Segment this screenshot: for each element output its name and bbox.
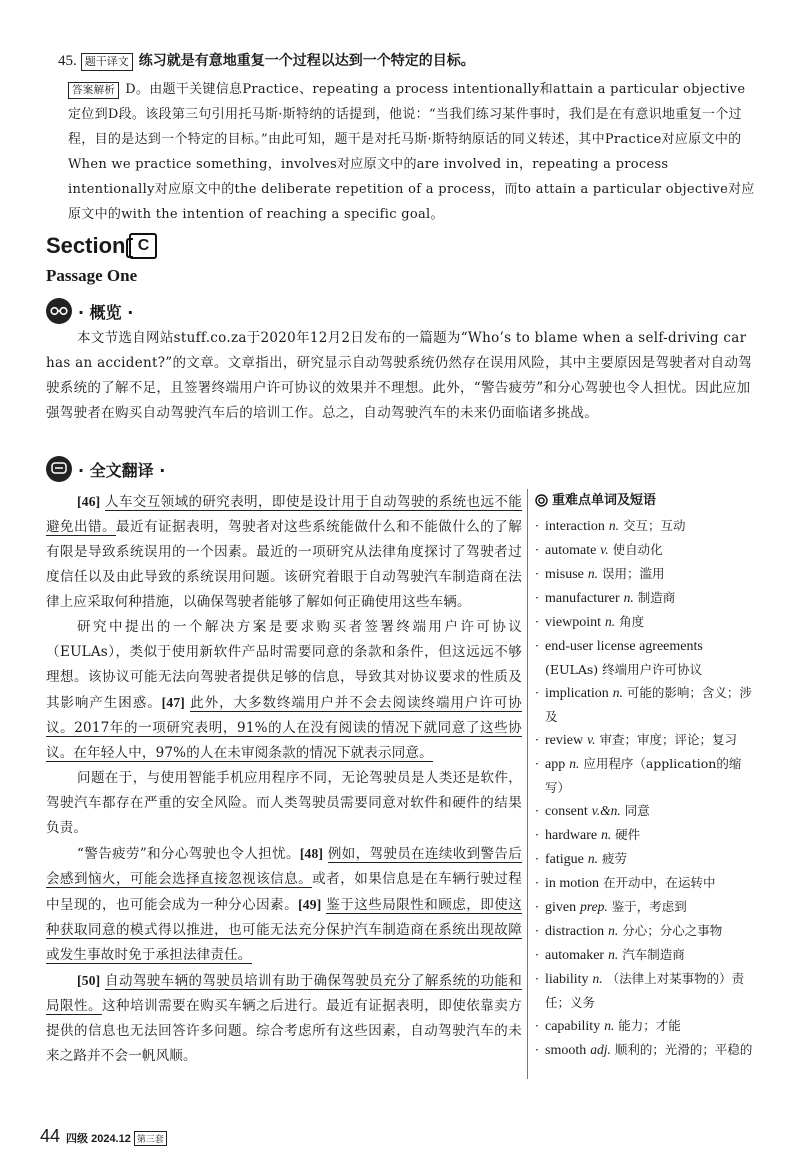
vocab-definition: 应用程序（application的缩写） [545,756,742,795]
bullet-icon: · [535,566,539,581]
vocab-word: interaction [545,519,605,534]
vocab-pos: v. [587,732,596,747]
vocab-word: automate [545,543,597,558]
overview-heading [46,298,133,324]
vocab-item [535,752,755,799]
issue-tag: 第三套 [134,1131,167,1146]
vocab-item [535,943,755,967]
bullet-icon: · [535,971,539,986]
vocab-definition: 角度 [619,614,645,629]
paragraph-5-rest: 这种培训需要在购买车辆之后进行。最近有证据表明，即使依靠卖方提供的信息也无法回答许多问题。综合考虑所有这些因素，自动驾驶汽车的未来之路并不会一帆风顺。 [46,998,522,1064]
translation-tag: 题干译文 [81,53,133,71]
bullet-icon: · [535,756,539,771]
chat-bubble-icon [46,456,72,482]
bullet-icon: · [535,947,539,962]
vocab-pos: v.&n. [591,803,621,818]
vocab-definition: 顺利的；光滑的；平稳的 [614,1042,753,1057]
paragraph-4-mid: 或者，如果信息是在车辆行驶过程中呈现的，也可能会成为一种分心因素。 [46,871,522,913]
vocab-pos: n. [608,518,619,533]
vocabulary-heading [535,489,755,512]
answer-underline-48: 例如，驾驶员在连续收到警告后会感到恼火，可能会选择直接忽视该信息。 [46,846,522,887]
vocab-item [535,610,755,634]
vocab-word: distraction [545,924,605,939]
vocab-definition: 能力；才能 [618,1018,681,1033]
paragraph-4-pre: “警告疲劳”和分心驾驶也令人担忧。 [77,846,300,862]
bullet-icon: · [535,899,539,914]
analysis-text: D。由题干关键信息Practice、repeating a process intentionally和attain a particular objective定位到D段。该段第三句引用托马斯·斯特纳的话提到，他说：“当我们练习某件事时，我们是在有意识地重复一个过程，目的是达到一个特定的目标。”由此可知，题干是对托马斯·斯特纳原话的同义转述，其中Practice对应原文中的When we practice something，involves对应原文中的are involved in，repeating a process intentionally对应原文中的the deliberate repetition of a process，而to attain a particular objective对应原文中的with the intention of reaching a specific goal。 [68,82,755,222]
column-divider [527,489,528,1079]
section-letter: C [137,237,150,254]
vocab-definition: 鉴于，考虑到 [611,899,687,914]
vocab-pos: n. [604,614,616,629]
paragraph-4 [46,841,522,968]
vocabulary-title: 重难点单词及短语 [552,493,657,508]
question-ref-48: [48] [299,846,324,861]
target-icon [535,494,548,507]
page-footer [40,1126,167,1147]
question-ref-47: [47] [161,695,185,710]
vocab-word: fatigue [545,852,584,867]
vocab-definition: （法律上对某事物的）责任；义务 [545,971,745,1010]
vocab-item [535,967,755,1014]
vocab-definition: 分心；分心之事物 [622,923,723,938]
vocab-item [535,562,755,586]
vocab-pos: n. [569,756,580,771]
translation-title: · 全文翻译 · [78,460,166,480]
bullet-icon: · [535,827,539,842]
vocab-word: capability [545,1019,601,1034]
vocab-pos: n. [587,851,598,866]
question-ref-49: [49] [298,897,322,912]
paragraph-3: 问题在于，与使用智能手机应用程序不同，无论驾驶员是人类还是软件，驾驶汽车都存在严重的安全风险。而人类驾驶员需要同意对软件和硬件的结果负责。 [46,770,522,836]
answer-underline-47: 此外，大多数终端用户并不会去阅读终端用户许可协议。2017年的一项研究表明，91%的人在没有阅读的情况下就同意了这些协议。在年轻人中，97%的人在未审阅条款的情况下就表示同意。 [46,695,522,761]
vocab-pos: n. [592,971,603,986]
vocab-word: manufacturer [545,591,620,606]
vocab-definition: 汽车制造商 [622,947,685,962]
vocab-item [535,728,755,752]
issue-label: 四级 2024.12 [66,1133,131,1145]
vocab-item [535,1014,755,1038]
bullet-icon: · [535,732,539,747]
vocab-definition: (EULAs) 终端用户许可协议 [545,662,703,677]
vocab-definition: 同意 [624,803,650,818]
vocab-pos: v. [600,542,609,557]
section-title: Section [46,233,126,258]
section-letter-box [129,233,157,259]
vocab-word: viewpoint [545,615,601,630]
vocab-item [535,799,755,823]
translation-heading [46,456,165,482]
vocab-word: in motion [545,876,600,891]
vocab-word: implication [545,686,609,701]
overview-title: · 概览 · [78,302,134,322]
overview-text: 本文节选自网站stuff.co.za于2020年12月2日发布的一篇题为“Who’s to blame when a self-driving car has an accident?”的文章。文章指出，研究显示自动驾驶系统仍然存在误用风险，其中主要原因是驾驶者对自动驾驶系统的了解不足，且签署终端用户许可协议的效果并不理想。此外，“警告疲劳”和分心驾驶也令人担忧。因此应加强驾驶者在购买自动驾驶汽车后的培训工作。总之，自动驾驶汽车的未来仍面临诸多挑战。 [46,330,753,421]
passage-title: Passage One [46,266,138,285]
bullet-icon: · [535,542,539,557]
vocab-word: automaker [545,948,605,963]
vocab-item [535,681,755,728]
answer-underline-49: 鉴于这些局限性和顾虑，即使这种获取同意的模式得以推进，也可能无法充分保护汽车制造商在系统出现故障或发生事故时免于承担法律责任。 [46,897,522,963]
paragraph-5 [46,968,522,1069]
vocab-item [535,586,755,610]
vocab-word: end-user license agreements [545,639,703,654]
vocab-definition: 在开动中，在运转中 [603,875,716,890]
section-heading [46,233,157,259]
analysis-tag: 答案解析 [68,82,119,99]
vocab-pos: n. [612,685,623,700]
bullet-icon: · [535,803,539,818]
paragraph-1-rest: 最近有证据表明，驾驶者对这些系统能做什么和不能做什么的了解有限是导致系统误用的一个因素。最近的一项研究从法律角度探讨了驾驶者过度信任以及由此导致的系统误用问题。该研究着眼于自动驾驶汽车制造商在法律上应采取何种措施，以确保驾驶者能够了解如何正确使用这些车辆。 [46,519,522,610]
bullet-icon: · [535,614,539,629]
vocab-word: consent [545,804,588,819]
vocab-item [535,538,755,562]
vocab-item [535,634,755,681]
bullet-icon: · [535,638,539,653]
vocab-item [535,823,755,847]
bullet-icon: · [535,590,539,605]
vocab-word: hardware [545,828,598,843]
vocab-pos: n. [601,827,612,842]
vocab-pos: n. [608,947,619,962]
vocab-word: app [545,757,566,772]
bullet-icon: · [535,685,539,700]
vocab-word: review [545,733,584,748]
vocab-pos: n. [604,1018,615,1033]
question-ref-46: [46] [77,494,101,509]
vocab-item [535,919,755,943]
vocab-definition: 使自动化 [612,542,663,557]
question-number: 45. [58,53,77,69]
answer-analysis [68,77,758,227]
bullet-icon: · [535,518,539,533]
bullet-icon: · [535,1018,539,1033]
question-ref-50: [50] [77,973,101,988]
glasses-icon [46,298,72,324]
vocab-item [535,1038,755,1062]
page-number: 44 [40,1126,61,1146]
translation-body [46,489,522,1069]
vocab-item [535,895,755,919]
vocab-definition: 制造商 [637,590,676,605]
paragraph-2 [46,615,522,766]
vocab-word: liability [545,972,589,987]
bullet-icon: · [535,875,539,890]
vocab-pos: prep. [580,899,608,914]
vocab-item [535,871,755,895]
vocab-pos: n. [587,566,598,581]
vocab-word: given [545,900,577,915]
answer-underline-46: 人车交互领域的研究表明，即使是设计用于自动驾驶的系统也远不能避免出错。 [46,494,522,535]
vocab-pos: adj. [590,1042,611,1057]
vocab-item [535,514,755,538]
answer-underline-50: 自动驾驶车辆的驾驶员培训有助于确保驾驶员充分了解系统的功能和局限性。 [46,973,522,1014]
bullet-icon: · [535,851,539,866]
vocabulary-list [535,489,755,1062]
paragraph-2-pre: 研究中提出的一个解决方案是要求购买者签署终端用户许可协议（EULAs），类似于使用新软件产品时需要同意的条款和条件，但这远远不够理想。该协议可能无法向驾驶者提供足够的信息，导致其对协议要求的性质及其影响产生困惑。 [46,619,522,711]
bullet-icon: · [535,923,539,938]
vocab-definition: 疲劳 [601,851,627,866]
vocab-definition: 审查；审度；评论；复习 [599,732,737,747]
vocab-pos: n. [608,923,619,938]
vocab-definition: 交互；互动 [622,518,686,533]
vocab-word: smooth [545,1043,587,1058]
vocab-item [535,847,755,871]
bullet-icon: · [535,1042,539,1057]
vocab-pos: n. [623,590,634,605]
vocab-definition: 误用；滥用 [601,566,665,581]
question-45 [58,50,758,227]
vocab-word: misuse [545,567,584,582]
paragraph-1 [46,489,522,615]
vocab-definition: 可能的影响；含义；涉及 [545,685,752,724]
vocab-definition: 硬件 [615,827,641,842]
question-title: 练习就是有意地重复一个过程以达到一个特定的目标。 [138,53,475,69]
